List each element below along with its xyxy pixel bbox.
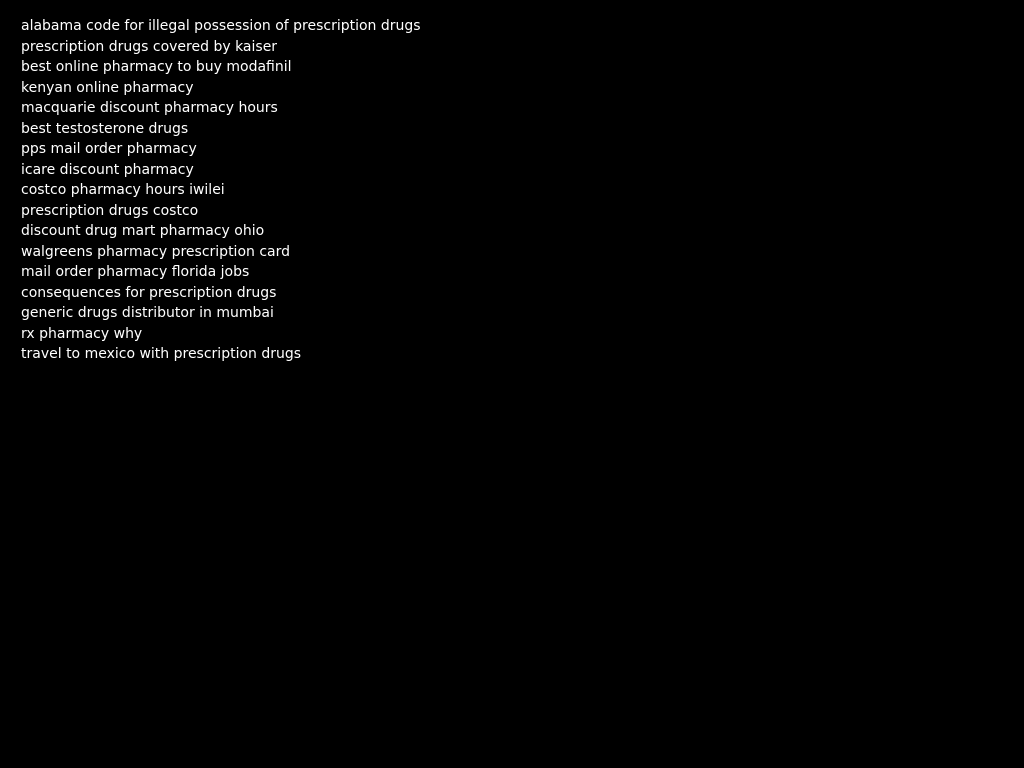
link-item[interactable]: prescription drugs costco: [21, 202, 199, 219]
list-item: [21, 201, 421, 222]
link-item[interactable]: prescription drugs covered by kaiser: [21, 38, 278, 55]
link-item[interactable]: mail order pharmacy florida jobs: [21, 264, 250, 280]
list-item: [21, 78, 421, 99]
list-item: [21, 160, 421, 181]
link-item[interactable]: costco pharmacy hours iwilei: [21, 182, 225, 198]
list-item: [21, 139, 421, 160]
list-item: [21, 283, 421, 304]
list-item: [21, 57, 421, 78]
list-item: [21, 119, 421, 140]
link-list: [21, 16, 421, 365]
list-item: [21, 180, 421, 201]
link-item[interactable]: pps mail order pharmacy: [21, 141, 197, 157]
link-item[interactable]: best testosterone drugs: [21, 120, 189, 137]
link-item[interactable]: best online pharmacy to buy modafinil: [21, 59, 292, 75]
link-item[interactable]: kenyan online pharmacy: [21, 79, 194, 96]
link-item[interactable]: icare discount pharmacy: [21, 161, 194, 178]
link-item[interactable]: rx pharmacy why: [21, 325, 143, 342]
list-item: [21, 242, 421, 263]
link-item[interactable]: discount drug mart pharmacy ohio: [21, 223, 265, 239]
list-item: [21, 37, 421, 58]
link-item[interactable]: walgreens pharmacy prescription card: [21, 243, 291, 260]
link-item[interactable]: travel to mexico with prescription drugs: [21, 346, 302, 362]
list-item: [21, 324, 421, 345]
link-item[interactable]: consequences for prescription drugs: [21, 284, 277, 301]
link-item[interactable]: alabama code for illegal possession of prescription drugs: [21, 18, 421, 34]
link-item[interactable]: generic drugs distributor in mumbai: [21, 305, 274, 321]
link-item[interactable]: macquarie discount pharmacy hours: [21, 100, 278, 116]
list-item: [21, 262, 421, 283]
list-item: [21, 303, 421, 324]
list-item: [21, 98, 421, 119]
list-item: [21, 344, 421, 365]
list-item: [21, 16, 421, 37]
list-item: [21, 221, 421, 242]
